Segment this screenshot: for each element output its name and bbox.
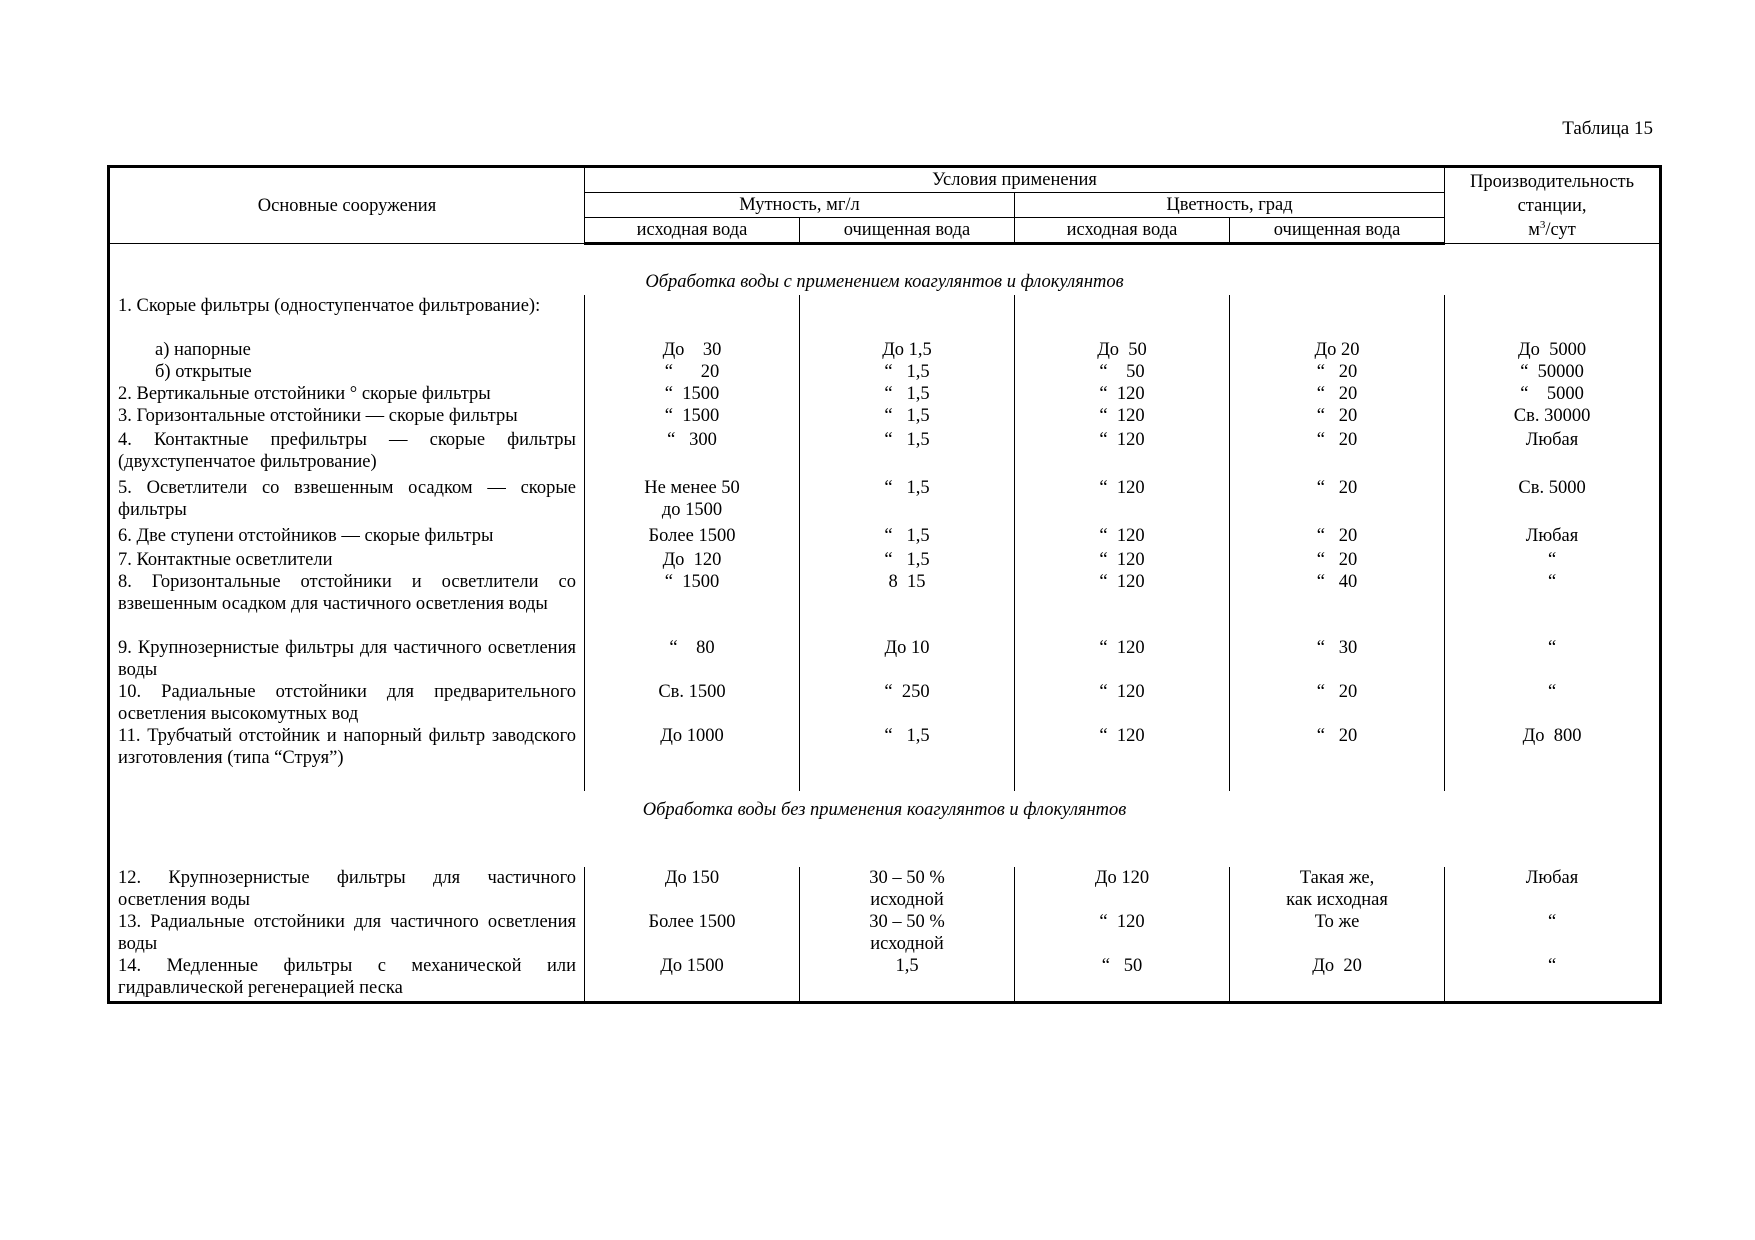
structure-name: 14. Медленные фильтры с механической или гидравлической регенерацией песка <box>118 956 576 998</box>
turbidity-treated-value: До 10 <box>800 637 1015 681</box>
capacity-value: Св. 5000 <box>1445 477 1661 525</box>
capacity-value: “ 5000 <box>1445 383 1661 405</box>
capacity-value <box>1445 295 1661 339</box>
turbidity-treated-value: 30 – 50 % исходной <box>800 911 1015 955</box>
color-treated-value: “ 20 <box>1230 725 1445 791</box>
turbidity-source-value: “ 300 <box>585 429 800 477</box>
header-row-1 <box>109 167 1661 193</box>
color-source-value: “ 120 <box>1015 637 1230 681</box>
color-treated-value: “ 20 <box>1230 477 1445 525</box>
header-capacity-line2: станции, <box>1517 195 1587 216</box>
color-treated-value <box>1230 295 1445 339</box>
color-source-value: “ 120 <box>1015 725 1230 791</box>
turbidity-source-value: Не менее 50 до 1500 <box>585 477 800 525</box>
turbidity-treated-value: “ 1,5 <box>800 361 1015 383</box>
capacity-value: Любая <box>1445 429 1661 477</box>
turbidity-treated-value: “ 1,5 <box>800 525 1015 549</box>
table-row <box>109 295 1661 339</box>
turbidity-source-value: До 120 <box>585 549 800 571</box>
turbidity-treated-value: “ 1,5 <box>800 429 1015 477</box>
water-treatment-table <box>107 165 1662 1004</box>
color-source-value: “ 120 <box>1015 549 1230 571</box>
turbidity-treated-value: 30 – 50 % исходной <box>800 867 1015 911</box>
turbidity-treated-value: До 1,5 <box>800 339 1015 361</box>
color-treated-value: “ 30 <box>1230 637 1445 681</box>
turbidity-source-value: “ 80 <box>585 637 800 681</box>
turbidity-treated-value: “ 1,5 <box>800 383 1015 405</box>
color-source-value: “ 120 <box>1015 429 1230 477</box>
header-capacity-line1: Производительность <box>1470 171 1635 192</box>
capacity-value: “ <box>1445 911 1661 955</box>
structure-name: а) напорные <box>155 340 251 360</box>
color-treated-value: “ 20 <box>1230 549 1445 571</box>
structure-name: 8. Горизонтальные отстойники и осветлители со взвешенным осадком для частичного осветления воды <box>118 572 576 614</box>
turbidity-treated-value: “ 250 <box>800 681 1015 725</box>
color-treated-value: То же <box>1230 911 1445 955</box>
turbidity-source-value: Более 1500 <box>585 525 800 549</box>
turbidity-source-value <box>585 295 800 339</box>
turbidity-source-value: До 1500 <box>585 955 800 1003</box>
header-color-treated: очищенная вода <box>1230 218 1445 244</box>
structure-name: 2. Вертикальные отстойники ° скорые фильтры <box>118 384 491 404</box>
header-turbidity: Мутность, мг/л <box>585 193 1015 218</box>
turbidity-treated-value: “ 1,5 <box>800 549 1015 571</box>
structure-name: б) открытые <box>155 362 252 382</box>
capacity-value: До 5000 <box>1445 339 1661 361</box>
turbidity-treated-value: 1,5 <box>800 955 1015 1003</box>
table-row <box>109 725 1661 791</box>
capacity-value: “ <box>1445 955 1661 1003</box>
table-row <box>109 681 1661 725</box>
capacity-value: Любая <box>1445 525 1661 549</box>
header-turbidity-source: исходная вода <box>585 218 800 244</box>
table-caption: Таблица 15 <box>1562 118 1653 139</box>
table-row <box>109 477 1661 525</box>
structure-name: 1. Скорые фильтры (одноступенчатое фильтрование): <box>118 296 541 316</box>
color-source-value: “ 120 <box>1015 383 1230 405</box>
table-row <box>109 525 1661 549</box>
color-source-value: “ 120 <box>1015 525 1230 549</box>
color-treated-value: “ 20 <box>1230 429 1445 477</box>
turbidity-source-value: Более 1500 <box>585 911 800 955</box>
header-color: Цветность, град <box>1015 193 1445 218</box>
capacity-value: “ 50000 <box>1445 361 1661 383</box>
table-row <box>109 429 1661 477</box>
capacity-value: Св. 30000 <box>1445 405 1661 429</box>
turbidity-source-value: “ 1500 <box>585 405 800 429</box>
turbidity-treated-value: “ 1,5 <box>800 725 1015 791</box>
capacity-value: До 800 <box>1445 725 1661 791</box>
section-title: Обработка воды без применения коагулянтов и флокулянтов <box>642 800 1127 820</box>
turbidity-source-value: Св. 1500 <box>585 681 800 725</box>
color-treated-value: До 20 <box>1230 339 1445 361</box>
color-treated-value: “ 20 <box>1230 383 1445 405</box>
table-row <box>109 867 1661 911</box>
color-source-value: “ 120 <box>1015 681 1230 725</box>
color-source-value: “ 120 <box>1015 571 1230 637</box>
structure-name: 13. Радиальные отстойники для частичного осветления воды <box>118 912 576 954</box>
turbidity-source-value: “ 1500 <box>585 571 800 637</box>
header-structures: Основные сооружения <box>109 167 585 244</box>
color-treated-value: “ 20 <box>1230 361 1445 383</box>
color-treated-value: До 20 <box>1230 955 1445 1003</box>
header-conditions: Условия применения <box>585 167 1445 193</box>
turbidity-treated-value: “ 1,5 <box>800 477 1015 525</box>
turbidity-source-value: До 150 <box>585 867 800 911</box>
table-row <box>109 361 1661 383</box>
color-source-value: “ 50 <box>1015 361 1230 383</box>
structure-name: 7. Контактные осветлители <box>118 550 333 570</box>
table-row <box>109 571 1661 637</box>
color-source-value: “ 120 <box>1015 405 1230 429</box>
color-source-value: “ 120 <box>1015 477 1230 525</box>
color-treated-value: Такая же, как исходная <box>1230 867 1445 911</box>
turbidity-source-value: До 30 <box>585 339 800 361</box>
table-row <box>109 549 1661 571</box>
section-row <box>109 791 1661 867</box>
color-treated-value: “ 20 <box>1230 681 1445 725</box>
table-row <box>109 383 1661 405</box>
table-row <box>109 955 1661 1003</box>
turbidity-source-value: “ 1500 <box>585 383 800 405</box>
color-treated-value: “ 20 <box>1230 405 1445 429</box>
capacity-value: “ <box>1445 681 1661 725</box>
table-row <box>109 911 1661 955</box>
header-capacity-unit: $м^3$/сут <box>1528 218 1576 240</box>
structure-name: 10. Радиальные отстойники для предварительного осветления высокомутных вод <box>118 682 576 724</box>
header-color-source: исходная вода <box>1015 218 1230 244</box>
structure-name: 9. Крупнозернистые фильтры для частичного осветления воды <box>118 638 576 680</box>
structure-name: 4. Контактные префильтры — скорые фильтры (двухступенчатое фильтрование) <box>118 430 576 472</box>
capacity-value: “ <box>1445 549 1661 571</box>
color-treated-value: “ 40 <box>1230 571 1445 637</box>
structure-name: 5. Осветлители со взвешенным осадком — скорые фильтры <box>118 478 576 520</box>
turbidity-source-value: До 1000 <box>585 725 800 791</box>
turbidity-treated-value: “ 1,5 <box>800 405 1015 429</box>
color-treated-value: “ 20 <box>1230 525 1445 549</box>
turbidity-source-value: “ 20 <box>585 361 800 383</box>
color-source-value: До 120 <box>1015 867 1230 911</box>
header-turbidity-treated: очищенная вода <box>800 218 1015 244</box>
structure-name: 6. Две ступени отстойников — скорые фильтры <box>118 526 494 546</box>
capacity-value: Любая <box>1445 867 1661 911</box>
table-row <box>109 405 1661 429</box>
capacity-value: “ <box>1445 571 1661 637</box>
color-source-value <box>1015 295 1230 339</box>
table-row <box>109 637 1661 681</box>
table-row <box>109 339 1661 361</box>
structure-name: 3. Горизонтальные отстойники — скорые фильтры <box>118 406 518 426</box>
section-title: Обработка воды с применением коагулянтов и флокулянтов <box>645 272 1124 292</box>
color-source-value: До 50 <box>1015 339 1230 361</box>
header-capacity <box>1445 167 1661 244</box>
color-source-value: “ 120 <box>1015 911 1230 955</box>
turbidity-treated-value <box>800 295 1015 339</box>
section-row <box>109 244 1661 296</box>
capacity-value: “ <box>1445 637 1661 681</box>
color-source-value: “ 50 <box>1015 955 1230 1003</box>
structure-name: 12. Крупнозернистые фильтры для частичного осветления воды <box>118 868 576 910</box>
structure-name: 11. Трубчатый отстойник и напорный фильтр заводского изготовления (типа “Струя”) <box>118 726 576 768</box>
turbidity-treated-value: 8 15 <box>800 571 1015 637</box>
